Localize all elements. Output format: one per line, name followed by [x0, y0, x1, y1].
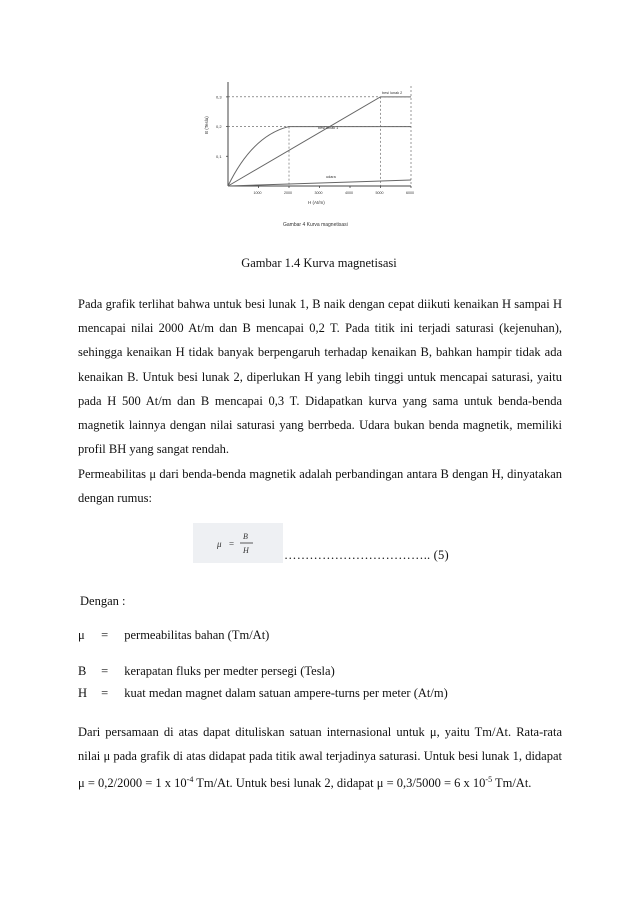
y-tick-label: 0,2: [216, 124, 222, 130]
definition-equals: =: [101, 664, 109, 678]
definition-text: kerapatan fluks per medter persegi (Tesla): [124, 664, 335, 678]
magnetization-figure: [196, 74, 428, 236]
paragraph-text-1: Dari persamaan di atas dapat dituliskan satuan internasional untuk μ, yaitu Tm/At. Rata-rata nilai μ pada grafik di atas didapat pada titik awal terjadinya saturasi. Untuk besi lunak 1, didapat μ = 0,2/2000 = 1 x 10: [78, 725, 562, 791]
exponent-1: -4: [186, 775, 194, 785]
x-tick-label: 4000: [345, 191, 353, 195]
equation-number: …………………………….. (5): [284, 548, 449, 562]
definition-equals: =: [101, 686, 109, 700]
formula-equals: =: [229, 539, 235, 549]
paragraph-permeability-values: [78, 720, 562, 796]
y-axis-label: B (Tesla): [204, 116, 209, 134]
x-tick-label: 3000: [314, 191, 323, 195]
label-besi-lunak-2: besi lunak 2: [382, 91, 403, 95]
y-tick-label: 0,3: [216, 94, 222, 100]
x-axis-label: H (At/m): [308, 200, 325, 205]
magnetization-chart: [196, 74, 428, 236]
definition-symbol: B: [78, 664, 87, 678]
x-tick-label: 5000: [375, 191, 384, 195]
exponent-2: -5: [485, 775, 493, 785]
definition-symbol: H: [78, 686, 88, 700]
definition-equals: =: [101, 628, 109, 642]
x-tick-label: 6000: [406, 191, 414, 195]
paragraph-curve-explanation: Pada grafik terlihat bahwa untuk besi lunak 1, B naik dengan cepat diikuti kenaikan H sampai H mencapai nilai 2000 At/m dan B mencapai 0,2 T. Pada titik ini terjadi saturasi (kejenuhan), sehingga kenaikan H tidak banyak berpengaruh terhadap kenaikan B, bahkan hampir tidak ada kenaikan B. Untuk besi lunak 2, diperlukan H yang lebih tinggi untuk mencapai saturasi, yaitu pada H 500 At/m dan B mencapai 0,3 T. Didapatkan kurva yang sama untuk benda-benda magnetik lainnya dengan nilai saturasi yang berrbeda. Udara bukan benda magnetik, memiliki profil BH yang sangat rendah.: [78, 297, 562, 457]
definition-b: [78, 664, 335, 679]
definition-h: [78, 686, 448, 701]
definition-text: kuat medan magnet dalam satuan ampere-turns per meter (At/m): [124, 686, 448, 700]
y-tick-label: 0,1: [216, 153, 222, 159]
figure-caption: Gambar 1.4 Kurva magnetisasi: [241, 256, 397, 270]
x-tick-label: 1000: [253, 191, 262, 195]
paragraph-text-2: Tm/At. Untuk besi lunak 2, didapat μ = 0,3/5000 = 6 x 10: [193, 776, 486, 791]
formula-numerator: B: [243, 532, 248, 541]
definition-symbol: μ: [78, 628, 85, 642]
formula-image: [193, 523, 283, 563]
definition-mu: [78, 628, 269, 643]
figure-title: Gambar 4 Kurva magnetisasi: [283, 222, 348, 228]
label-udara: udara: [326, 175, 336, 179]
paragraph-text-3: Tm/At.: [492, 776, 532, 791]
x-tick-label: 2000: [284, 191, 292, 195]
dengan-label: Dengan :: [80, 594, 126, 608]
formula-denominator: H: [243, 546, 249, 555]
paragraph-permeability-intro: Permeabilitas μ dari benda-benda magnetik adalah perbandingan antara B dengan H, dinyatakan dengan rumus:: [78, 467, 562, 506]
label-besi-lunak-1: besi lunak 1: [318, 126, 339, 130]
formula-mu: μ: [217, 539, 222, 549]
definition-text: permeabilitas bahan (Tm/At): [124, 628, 270, 642]
